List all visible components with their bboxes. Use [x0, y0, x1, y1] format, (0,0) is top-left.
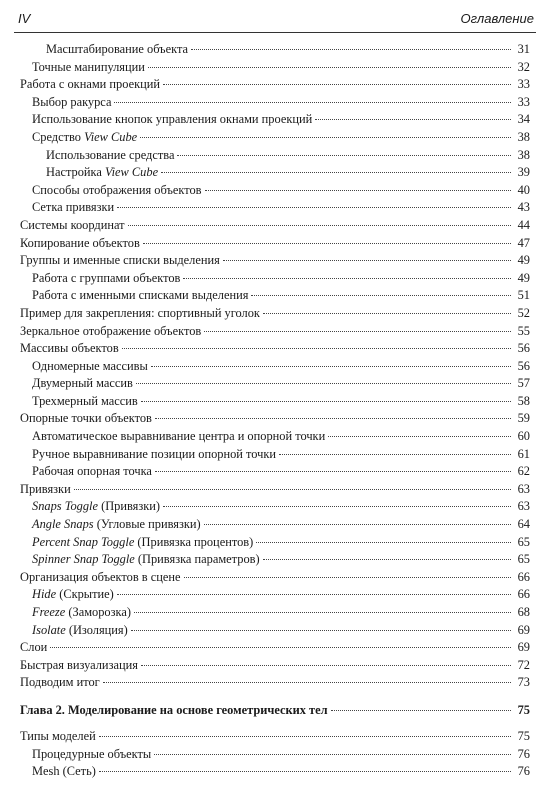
dot-leader — [223, 260, 511, 261]
toc-page-number: 40 — [517, 182, 530, 197]
toc-page-number: 33 — [517, 77, 530, 92]
toc-entry-title-italic: Spinner Snap Toggle — [32, 552, 135, 567]
dot-leader — [122, 348, 511, 349]
toc-entry — [20, 341, 530, 359]
table-of-contents — [20, 42, 530, 782]
toc-page-number: 64 — [517, 517, 530, 532]
toc-page-number: 38 — [517, 147, 530, 162]
toc-entry-title: Копирование объектов — [20, 235, 140, 250]
dot-leader — [141, 665, 511, 666]
toc-entry-title: Способы отображения объектов — [32, 182, 202, 197]
toc-entry-title: Быстрая визуализация — [20, 657, 138, 672]
toc-entry — [20, 253, 530, 271]
toc-entry-title: Использование средства — [46, 147, 175, 162]
toc-page-number: 66 — [517, 587, 530, 602]
toc-entry — [20, 517, 530, 535]
dot-leader — [328, 436, 511, 437]
dot-leader — [163, 506, 511, 507]
toc-entry-title: Пример для закрепления: спортивный уголок — [20, 305, 260, 320]
toc-entry-title-italic: Isolate — [32, 622, 66, 637]
toc-entry-title: Ручное выравнивание позиции опорной точки — [32, 446, 277, 461]
dot-leader — [155, 471, 511, 472]
toc-entry — [20, 112, 530, 130]
toc-entry-title-italic: Angle Snaps — [32, 517, 94, 532]
toc-entry-title: Типы моделей — [20, 728, 96, 743]
toc-chapter-entry — [20, 703, 530, 723]
dot-leader — [103, 682, 511, 683]
toc-entry — [20, 411, 530, 429]
toc-entry-title: Точные манипуляции — [32, 59, 145, 74]
toc-entry-title-italic: View Cube — [104, 165, 159, 180]
toc-entry-title: Системы координат — [20, 217, 125, 232]
toc-page-number: 72 — [517, 657, 530, 672]
toc-entry-title: Масштабирование объекта — [46, 42, 189, 56]
toc-entry — [20, 552, 530, 570]
toc-entry — [20, 499, 530, 517]
toc-entry — [20, 570, 530, 588]
dot-leader — [131, 630, 511, 631]
toc-entry-title: Процедурные объекты — [32, 746, 152, 761]
toc-entry — [20, 482, 530, 500]
toc-page-number: 43 — [517, 200, 530, 215]
toc-entry-title: Группы и именные списки выделения — [20, 253, 220, 268]
toc-page-number: 33 — [517, 94, 530, 109]
toc-entry — [20, 324, 530, 342]
toc-page-number: 61 — [517, 446, 530, 461]
toc-entry-title: Angle Snaps (Угловые привязки) — [32, 517, 201, 532]
toc-entry-title: Одномерные массивы — [32, 358, 148, 373]
toc-entry-title: Подводим итог — [20, 675, 100, 690]
dot-leader — [183, 278, 511, 279]
toc-page-number: 44 — [517, 217, 530, 232]
toc-entry — [20, 218, 530, 236]
toc-entry-title: Глава 2. Моделирование на основе геометрических тел — [20, 702, 328, 717]
toc-entry — [20, 60, 530, 78]
toc-entry-title: Spinner Snap Toggle (Привязка параметров) — [32, 552, 260, 567]
dot-leader — [128, 225, 511, 226]
toc-page-number: 56 — [517, 358, 530, 373]
toc-page-number: 47 — [517, 235, 530, 250]
toc-entry — [20, 464, 530, 482]
dot-leader — [205, 190, 511, 191]
dot-leader — [331, 710, 511, 711]
toc-entry-title: Работа с группами объектов — [32, 270, 181, 285]
toc-entry-title: Организация объектов в сцене — [20, 569, 181, 584]
toc-page-number: 73 — [517, 675, 530, 690]
toc-entry — [20, 747, 530, 765]
dot-leader — [141, 401, 511, 402]
dot-leader — [251, 295, 511, 296]
toc-page-number: 69 — [517, 622, 530, 637]
toc-entry — [20, 535, 530, 553]
toc-page-number: 75 — [517, 702, 530, 717]
page-number: IV — [18, 11, 31, 26]
dot-leader — [177, 155, 511, 156]
dot-leader — [161, 172, 511, 173]
toc-page-number: 58 — [517, 393, 530, 408]
toc-page-number: 52 — [517, 305, 530, 320]
dot-leader — [114, 102, 511, 103]
dot-leader — [191, 49, 511, 50]
toc-entry-title: Массивы объектов — [20, 341, 119, 356]
toc-entry — [20, 165, 530, 183]
toc-entry — [20, 42, 530, 60]
toc-entry-title: Двумерный массив — [32, 376, 133, 391]
toc-entry-title: Привязки — [20, 481, 71, 496]
dot-leader — [136, 383, 511, 384]
toc-page-number: 62 — [517, 464, 530, 479]
toc-page-number: 56 — [517, 341, 530, 356]
dot-leader — [134, 612, 511, 613]
dot-leader — [74, 489, 511, 490]
dot-leader — [99, 736, 511, 737]
dot-leader — [151, 366, 511, 367]
toc-entry-title: Использование кнопок управления окнами проекций — [32, 112, 313, 127]
toc-entry-title-italic: Freeze — [32, 605, 66, 619]
toc-page-number: 31 — [517, 42, 530, 56]
dot-leader — [140, 137, 511, 138]
toc-entry-title-italic: View Cube — [84, 129, 138, 144]
toc-page-number: 39 — [517, 165, 530, 180]
toc-page-number: 68 — [517, 605, 530, 619]
toc-page-number: 65 — [517, 552, 530, 567]
toc-entry — [20, 200, 530, 218]
toc-entry-title: Snaps Toggle (Привязки) — [32, 499, 161, 514]
toc-page-number: 76 — [517, 746, 530, 761]
toc-entry-title: Mesh (Сеть) — [32, 764, 96, 779]
dot-leader — [204, 524, 511, 525]
toc-entry — [20, 183, 530, 201]
toc-page-number: 49 — [517, 253, 530, 268]
dot-leader — [117, 207, 511, 208]
dot-leader — [315, 119, 511, 120]
toc-entry — [20, 288, 530, 306]
toc-entry-title: Настройка View Cube — [46, 165, 159, 180]
toc-page-number: 63 — [517, 499, 530, 514]
toc-entry — [20, 95, 530, 113]
toc-page-number: 66 — [517, 569, 530, 584]
toc-entry-title: Работа с окнами проекций — [20, 77, 160, 92]
toc-entry-title: Средство View Cube — [32, 129, 138, 144]
dot-leader — [143, 243, 511, 244]
toc-page-number: 59 — [517, 411, 530, 426]
toc-page-number: 69 — [517, 640, 530, 655]
toc-entry — [20, 130, 530, 148]
toc-page-number: 55 — [517, 323, 530, 338]
toc-entry — [20, 729, 530, 747]
toc-entry-title: Трехмерный массив — [32, 393, 138, 408]
dot-leader — [263, 313, 511, 314]
toc-entry-title: Слои — [20, 640, 48, 655]
toc-entry — [20, 605, 530, 623]
toc-entry-title: Isolate (Изоляция) — [32, 622, 128, 637]
toc-entry — [20, 236, 530, 254]
toc-page-number: 38 — [517, 129, 530, 144]
toc-page-number: 49 — [517, 270, 530, 285]
toc-page-number: 65 — [517, 534, 530, 549]
dot-leader — [117, 594, 511, 595]
toc-entry-title: Freeze (Заморозка) — [32, 605, 131, 619]
toc-entry-title: Рабочая опорная точка — [32, 464, 152, 479]
toc-entry — [20, 447, 530, 465]
toc-page-number: 63 — [517, 481, 530, 496]
dot-leader — [184, 577, 512, 578]
page-header — [14, 0, 536, 33]
toc-entry-title: Percent Snap Toggle (Привязка процентов) — [32, 534, 254, 549]
toc-entry-title-italic: Hide — [32, 587, 57, 602]
toc-page-number: 32 — [517, 59, 530, 74]
toc-entry — [20, 148, 530, 166]
toc-page-number: 75 — [517, 728, 530, 743]
toc-entry — [20, 359, 530, 377]
toc-entry — [20, 764, 530, 782]
toc-entry — [20, 376, 530, 394]
dot-leader — [163, 84, 511, 85]
toc-entry-title: Сетка привязки — [32, 200, 115, 215]
toc-entry — [20, 587, 530, 605]
dot-leader — [50, 647, 511, 648]
dot-leader — [279, 454, 511, 455]
toc-page-number: 57 — [517, 376, 530, 391]
toc-page-number: 60 — [517, 429, 530, 444]
toc-entry-title-italic: Snaps Toggle — [32, 499, 98, 514]
toc-entry-title: Выбор ракурса — [32, 94, 112, 109]
toc-entry-title: Работа с именными списками выделения — [32, 288, 249, 303]
dot-leader — [154, 754, 511, 755]
toc-entry-title: Зеркальное отображение объектов — [20, 323, 202, 338]
dot-leader — [155, 418, 511, 419]
running-title: Оглавление — [460, 11, 534, 26]
toc-page-number: 51 — [517, 288, 530, 303]
toc-entry — [20, 77, 530, 95]
dot-leader — [263, 559, 511, 560]
toc-entry — [20, 394, 530, 412]
dot-leader — [148, 67, 511, 68]
toc-entry — [20, 306, 530, 324]
toc-entry — [20, 640, 530, 658]
toc-entry-title: Автоматическое выравнивание центра и опорной точки — [32, 429, 326, 444]
toc-entry — [20, 271, 530, 289]
toc-entry-title-italic: Percent Snap Toggle — [32, 534, 135, 549]
toc-entry — [20, 429, 530, 447]
toc-entry — [20, 675, 530, 693]
toc-page-number: 76 — [517, 764, 530, 779]
toc-page-number: 34 — [517, 112, 530, 127]
dot-leader — [99, 771, 511, 772]
toc-entry — [20, 658, 530, 676]
toc-entry-title: Hide (Скрытие) — [32, 587, 114, 602]
dot-leader — [256, 542, 511, 543]
toc-entry-title: Опорные точки объектов — [20, 411, 152, 426]
dot-leader — [204, 331, 511, 332]
toc-entry — [20, 623, 530, 641]
